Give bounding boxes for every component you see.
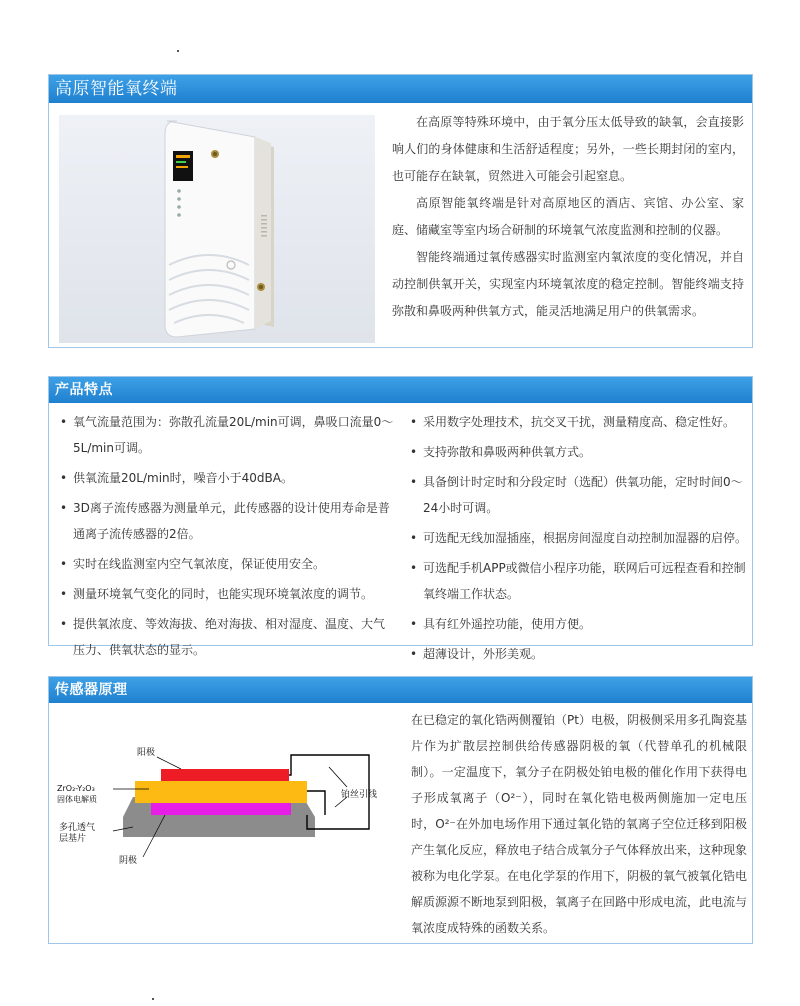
label-anode: 阳极 (137, 748, 156, 758)
sensor-paragraph: 在已稳定的氧化锆两侧覆铂（Pt）电极，阴极侧采用多孔陶瓷基片作为扩散层控制供给传感器阴极的氧（代替单孔的机械限制）。一定温度下，氧分子在阴极处铂电极的催化作用下获得电子形成氧离子（O²⁻），同时在氧化锆电极两侧施加一定电压时，O²⁻在外加电场作用下通过氧化锆的氧离子空位迁移到阳极产生氧化反应，释放电子结合成氧分子气体释放出来，这种现象被称为电化学泵。在电化学泵的作用下，阴极的氧气被氧化锆电解质源源不断地泵到阳极，氧离子在回路中形成电流，此电流与氧浓度成特殊的函数关系。 (411, 713, 748, 935)
list-item: • 具备倒计时定时和分段定时（选配）供氧功能，定时时间0～24小时可调。 (407, 469, 749, 521)
list-item: • 支持弥散和鼻吸两种供氧方式。 (407, 439, 749, 465)
label-substrate (59, 823, 95, 845)
label-electrolyte (57, 783, 97, 805)
list-item: • 具有红外遥控功能，使用方便。 (407, 611, 749, 637)
label-electrolyte-line2: 固体电解质 (57, 795, 97, 804)
section-title: 产品特点 (49, 377, 752, 403)
intro-paragraph: 智能终端通过氧传感器实时监测室内氧浓度的变化情况，并自动控制供氧开关，实现室内环境氧浓度的稳定控制。智能终端支持弥散和鼻吸两种供氧方式，能灵活地满足用户的供氧需求。 (392, 250, 744, 318)
list-item: • 3D离子流传感器为测量单元，此传感器的设计使用寿命是普通离子流传感器的2倍。 (57, 495, 395, 547)
list-item: • 实时在线监测室内空气氧浓度，保证使用安全。 (57, 551, 395, 577)
product-image (59, 115, 375, 343)
feature-list-left (57, 409, 395, 663)
sensor-diagram (53, 707, 393, 939)
list-item: • 测量环境氧气变化的同时，也能实现环境氧浓度的调节。 (57, 581, 395, 607)
sensor-text (411, 707, 747, 941)
list-item: • 氧气流量范围为：弥散孔流量20L/min可调，鼻吸口流量0～5L/min可调。 (57, 409, 395, 461)
label-electrolyte-line1: ZrO₂-Y₂O₃ (57, 784, 95, 793)
intro-text (392, 109, 744, 325)
scan-dot (177, 50, 179, 52)
intro-paragraph: 高原智能氧终端是针对高原地区的酒店、宾馆、办公室、家庭、储藏室等室内场合研制的环境氧气浓度监测和控制的仪器。 (392, 196, 744, 237)
section-title: 高原智能氧终端 (49, 75, 752, 103)
list-item: • 可选配手机APP或微信小程序功能，联网后可远程查看和控制氧终端工作状态。 (407, 555, 749, 607)
label-substrate-line1: 多孔透气 (59, 823, 96, 833)
label-lead-wires: 铂丝引线 (341, 790, 378, 800)
label-substrate-line2: 层基片 (59, 834, 87, 844)
list-item: • 超薄设计，外形美观。 (407, 641, 749, 667)
oxygen-terminal-icon (59, 115, 375, 343)
scan-dot (152, 998, 154, 1000)
list-item: • 可选配无线加湿插座，根据房间湿度自动控制加湿器的启停。 (407, 525, 749, 551)
section-sensor-principle (48, 676, 753, 944)
list-item: • 采用数字处理技术，抗交叉干扰，测量精度高、稳定性好。 (407, 409, 749, 435)
intro-paragraph: 在高原等特殊环境中，由于氧分压太低导致的缺氧，会直接影响人们的身体健康和生活舒适程度；另外，一些长期封闭的室内，也可能存在缺氧，贸然进入可能会引起窒息。 (392, 115, 744, 183)
list-item: • 提供氧浓度、等效海拔、绝对海拔、相对湿度、温度、大气压力、供氧状态的显示。 (57, 611, 395, 663)
section-features (48, 376, 753, 661)
list-item: • 供氧流量20L/min时，噪音小于40dBA。 (57, 465, 395, 491)
feature-list-right (407, 409, 749, 667)
section-title: 传感器原理 (49, 677, 752, 703)
label-cathode: 阴极 (119, 856, 138, 866)
section-intro (48, 74, 753, 348)
sensor-structure-icon (53, 707, 393, 939)
